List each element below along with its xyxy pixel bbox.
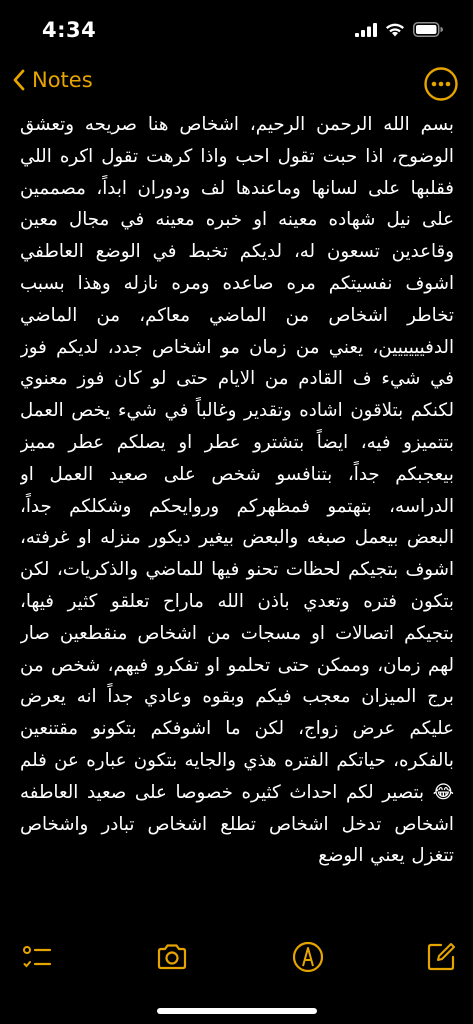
status-icons [355, 22, 443, 37]
back-label: Notes [32, 68, 93, 92]
camera-icon[interactable] [155, 940, 189, 974]
note-text[interactable]: بسم الله الرحمن الرحيم، اشخاص هنا صريحه وتعشق الوضوح، اذا حبت تقول احب واذا كرهت تقول اكره اللي فقلبها على لسانها وماعندها لف ودوران ابداً، مصممين على نيل شهاده معينه او خبره معينه في مجال معين وقاعدين تسعون له، لديكم تخبط في الوضع العاطفي اشوف نفسيتكم مره صاعده ومره نازله وهذا بسبب تخاطر اشخاص من الماضي معاكم، من الماضي الدفيييييين، يعني من زمان مو اشخاص جدد، لديكم فوز في شيء ف القادم من الايام حتى لو كان فوز معنوي لكنكم بتلاقون اشاده وتقدير وغالباً في شيء يخص العمل بتتميزو فيه، ايضاً بتشترو عطر او يصلكم عطر مميز بيعجبكم جداً، بتنافسو شخص على صعيد العمل او الدراسه، بتهتمو فمظهركم وروايحكم وشكلكم جداً، البعض بيعمل صبغه والبعض بيغير ديكور منزله او غرفته، اشوف بتجيكم لحظات تحنو فيها للماضي والذكريات، لكن بتكون فتره وتعدي باذن الله ماراح تعلقو كثير فيها، بتجيكم اتصالات او مسجات من اشخاص منقطعين صار لهم زمان، وممكن حتى تحلمو او تفكرو فيهم، شخص من برج الميزان معجب فيكم وبقوه وعادي جداً انه يعرض عليكم عرض زواج، لكن ما اشوفكم بتكونو مقتنعين بالفكره، حياتكم الفتره هذي والجايه بتكون عباره عن فلم 😂 بتصير لكم احداث كثيره خصوصا على صعيد العاطفه اشخاص تدخل اشخاص تطلع اشخاص تبادر واشخاص تتغزل يعني الوضع [20, 114, 454, 867]
wifi-icon [385, 22, 405, 37]
cellular-signal-icon [355, 23, 377, 37]
ellipsis-circle-icon[interactable] [423, 66, 459, 102]
markup-pen-icon[interactable] [291, 940, 325, 974]
home-indicator[interactable] [157, 1008, 317, 1014]
chevron-left-icon [12, 69, 26, 91]
navigation-bar [0, 62, 473, 108]
battery-icon [413, 22, 443, 37]
status-bar [0, 0, 473, 60]
checklist-icon[interactable] [20, 940, 54, 974]
back-to-notes-button[interactable] [12, 68, 93, 92]
bottom-toolbar [0, 936, 473, 980]
status-time: 4:34 [42, 18, 97, 42]
compose-icon[interactable] [424, 940, 458, 974]
